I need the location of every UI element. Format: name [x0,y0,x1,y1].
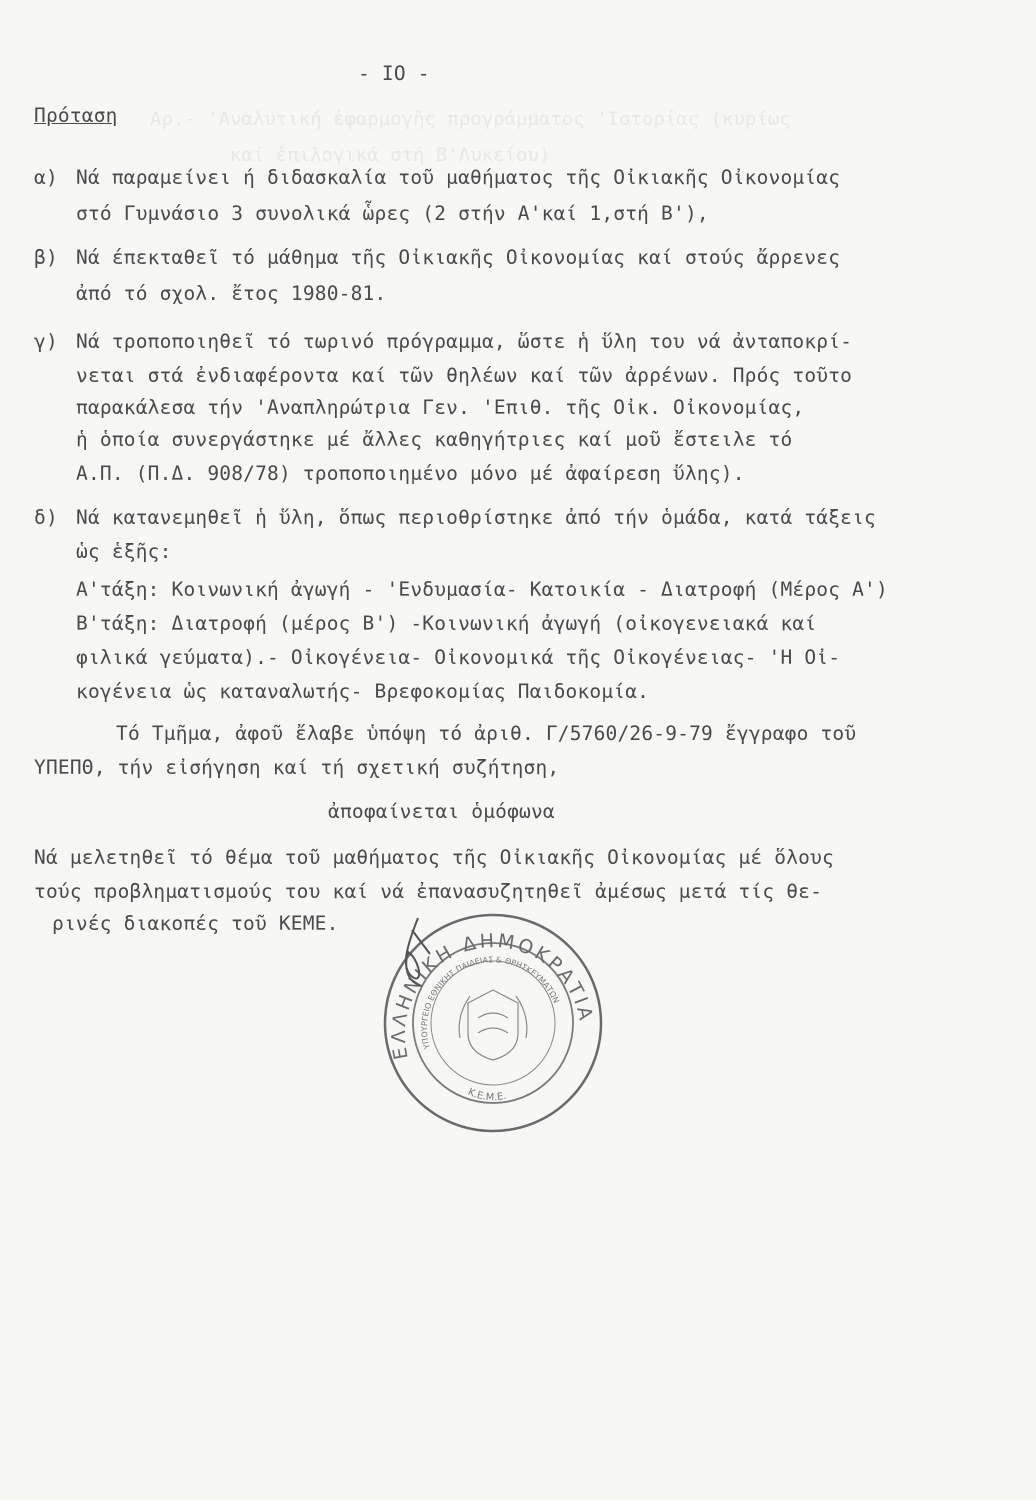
item-line: ἡ ὁποία συνεργάστηκε μέ ἄλλες καθηγήτριες καί μοῦ ἔστειλε τό [76,428,793,451]
item-line: ἀπό τό σχολ. ἔτος 1980-81. [76,282,387,305]
item-marker: δ) [34,506,58,529]
decision-line: Νά μελετηθεῖ τό θέμα τοῦ μαθήματος τῆς Οἰκιακῆς Οἰκονομίας μέ ὅλους [34,846,834,869]
class-line: φιλικά γεύματα).- Οἰκογένεια- Οἰκονομικά τῆς Οἰκογένειας- 'Η Οἰ- [76,646,841,669]
emblem-icon [459,990,527,1060]
class-line: Β'τάξη: Διατροφή (μέρος Β') -Κοινωνική ἀγωγή (οἰκογενειακά καί [76,612,817,635]
section-heading: Πρόταση [34,104,118,127]
show-through-text: Αρ.- 'Αναλυτική ἐφαρμογῆς προγράμματος 'Ιστορίας (κυρίως [150,108,791,130]
item-marker: β) [34,246,58,269]
item-line: στό Γυμνάσιο 3 συνολικά ὧρες (2 στήν Α'καί 1,στή Β'), [76,202,709,225]
item-marker: γ) [34,330,58,353]
closing-line: Τό Τμῆμα, ἀφοῦ ἔλαβε ὑπόψη τό ἀριθ. Γ/5760/26-9-79 ἔγγραφο τοῦ [116,722,857,745]
item-line: ὡς ἑξῆς: [76,540,172,563]
item-line: Νά τροποποιηθεῖ τό τωρινό πρόγραμμα, ὥστε ἡ ὕλη του νά ἀνταποκρί- [76,330,853,353]
decision-line: τούς προβληματισμούς του καί νά ἐπανασυζητηθεῖ ἀμέσως μετά τίς θε- [34,880,823,903]
item-marker: α) [34,166,58,189]
page-number: - IO - [358,62,430,85]
item-line: παρακάλεσα τήν 'Αναπληρώτρια Γεν. 'Επιθ. τῆς Οἰκ. Οἰκονομίας, [76,396,805,419]
stamp-inner-text: ΥΠΟΥΡΓΕΙΟ ΕΘΝΙΚΗΣ ΠΑΙΔΕΙΑΣ & ΘΡΗΣΚΕΥΜΑΤΩΝ [419,955,561,1050]
item-line: Α.Π. (Π.Δ. 908/78) τροποποιημένο μόνο μέ ἀφαίρεση ὕλης). [76,462,745,485]
item-line: Νά έπεκταθεῖ τό μάθημα τῆς Οἰκιακῆς Οἰκονομίας καί στούς ἄρρενες [76,246,841,269]
decision-line: ρινές διακοπές τοῦ ΚΕΜΕ. [52,912,339,935]
item-line: Νά κατανεμηθεῖ ἡ ὕλη, ὅπως περιοθρίστηκε ἀπό τήν ὁμάδα, κατά τάξεις [76,506,876,529]
show-through-text: καί ἐπιλογικά στή Β'Λυκείου) [230,144,551,166]
decision-heading: ἀποφαίνεται ὁμόφωνα [328,800,555,823]
class-line: Α'τάξη: Κοινωνική ἀγωγή - 'Ενδυμασία- Κατοικία - Διατροφή (Μέρος Α') [76,578,888,601]
item-line: Νά παραμείνει ή διδασκαλία τοῦ μαθήματος τῆς Οἰκιακῆς Οἰκονομίας [76,166,841,189]
official-stamp [378,908,608,1138]
class-line: κογένεια ὡς καταναλωτής- Βρεφοκομίας Παιδοκομία. [76,680,650,703]
closing-line: ΥΠΕΠΘ, τήν εἰσήγηση καί τή σχετική συζήτηση, [34,756,560,779]
stamp-bottom-text: Κ.Ε.Μ.Ε. [466,1086,508,1104]
stamp-outer-text: ΕΛΛΗΝΙΚΗ ΔΗΜΟΚΡΑΤΙΑ [387,929,598,1062]
item-line: νεται στά ἐνδιαφέροντα καί τῶν θηλέων καί τῶν ἀρρένων. Πρός τοῦτο [76,364,853,387]
